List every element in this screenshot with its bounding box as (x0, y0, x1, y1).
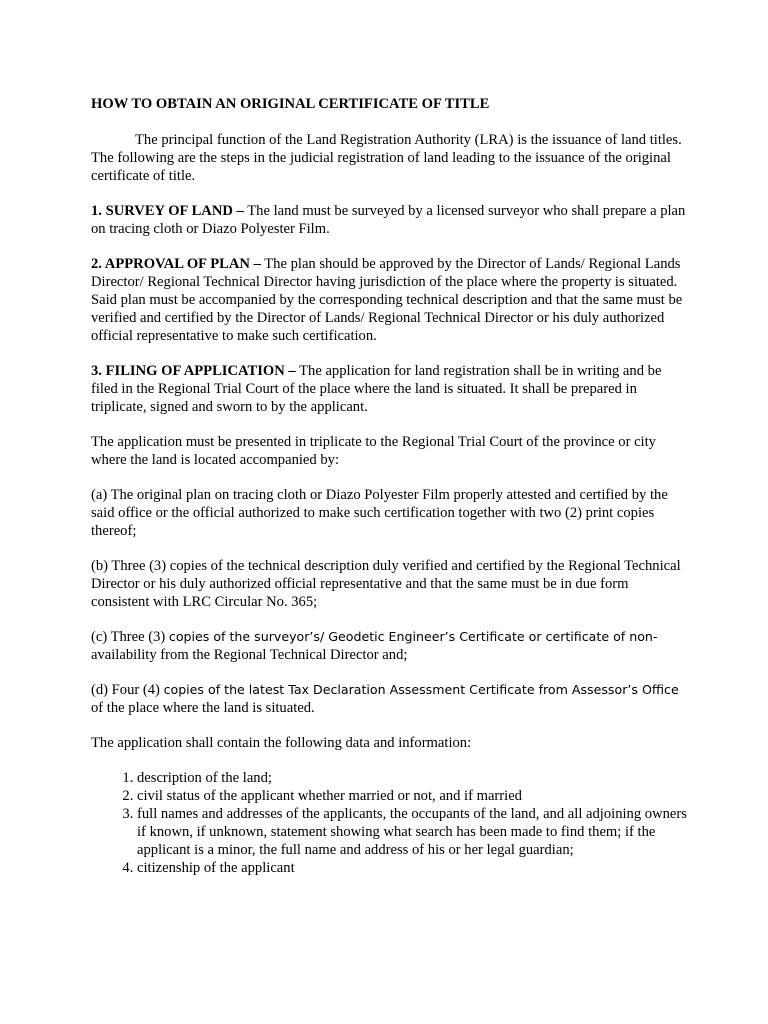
step-text: The land must be surveyed by a licensed surveyor who shall prepare a plan on tracing cloth or Diazo Polyester Film. (91, 203, 686, 237)
item-d-sans-text: copies of the latest Tax Declaration Assessment Certificate from Assessor’s Office (163, 682, 679, 697)
item-d-prefix: (d) Four (4) (91, 682, 164, 698)
step-text: The plan should be approved by the Director of Lands/ Regional Lands Director/ Regional Technical Director having jurisdiction of the place where the property is situated. Said plan must be accompanied by the corresponding technical description and that the same must be verified and certified by the Director of Lands/ Regional Technical Director or his duly authorized official representative to make such certification. (91, 256, 683, 344)
requirement-item-c (91, 628, 687, 664)
requirement-item-d (91, 681, 687, 717)
item-d-suffix: of the place where the land is situated. (91, 700, 315, 716)
item-c-suffix: availability from the Regional Technical Director and; (91, 647, 408, 663)
step-survey-of-land (91, 202, 687, 238)
list-item: 3. full names and addresses of the applicants, the occupants of the land, and all adjoining owners if known, if unknown, statement showing what search has been made to find them; if the applicant is a minor, the full name and address of his or her legal guardian; (137, 805, 687, 859)
step-text: The application for land registration shall be in writing and be filed in the Regional Trial Court of the place where the land is situated. It shall be prepared in triplicate, signed and sworn to by the applicant. (91, 363, 662, 415)
list-item: 2. civil status of the applicant whether married or not, and if married (137, 787, 687, 805)
requirement-item-a: (a) The original plan on tracing cloth or Diazo Polyester Film properly attested and certified by the said office or the official authorized to make such certification together with two (2) print copies thereof; (91, 487, 668, 539)
step-approval-of-plan (91, 255, 687, 345)
step-heading: 1. SURVEY OF LAND – (91, 203, 244, 219)
list-item: 4. citizenship of the applicant (137, 859, 687, 877)
contents-list (91, 769, 687, 877)
step-filing-of-application (91, 362, 687, 416)
presented-paragraph: The application must be presented in triplicate to the Regional Trial Court of the province or city where the land is located accompanied by: (91, 434, 656, 468)
step-heading: 2. APPROVAL OF PLAN – (91, 256, 261, 272)
requirement-item-b: (b) Three (3) copies of the technical description duly verified and certified by the Regional Technical Director or his duly authorized official representative and that the same must be in due form consistent with LRC Circular No. 365; (91, 558, 681, 610)
item-c-prefix: (c) Three (3) (91, 629, 169, 645)
contents-intro: The application shall contain the following data and information: (91, 735, 472, 751)
item-c-sans-text: copies of the surveyor’s/ Geodetic Engineer’s Certificate or certificate of non- (168, 629, 658, 644)
list-item: 1. description of the land; (137, 769, 687, 787)
step-heading: 3. FILING OF APPLICATION – (91, 363, 296, 379)
document-body (91, 95, 687, 877)
document-title: HOW TO OBTAIN AN ORIGINAL CERTIFICATE OF TITLE (91, 96, 490, 112)
intro-paragraph: The principal function of the Land Registration Authority (LRA) is the issuance of land titles. The following are the steps in the judicial registration of land leading to the issuance of the original certificate of title. (91, 132, 682, 184)
